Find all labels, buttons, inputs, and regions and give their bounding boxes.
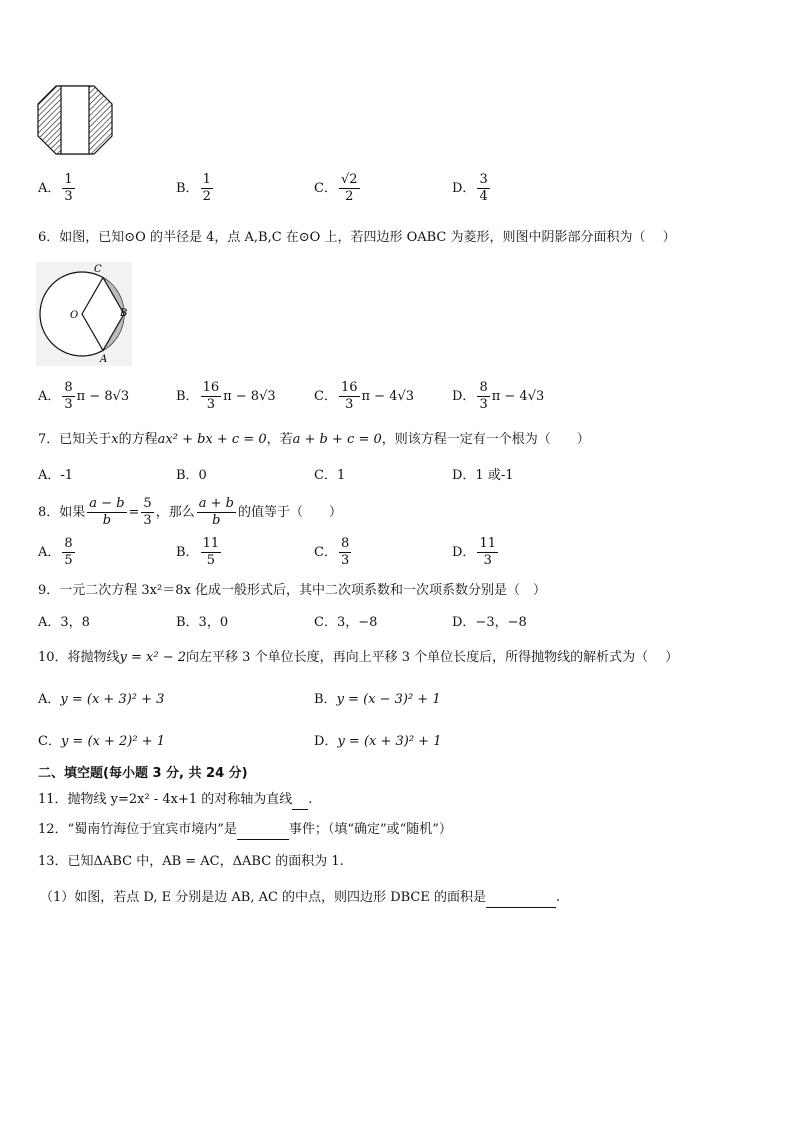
q8-stem: 8．如果 $\frac{a - b}{b}$ = $\frac{5}{3}$ ，那么 $\frac{a + b}{b}$ 的值等于（ ） [38,496,342,528]
q10-stem: 10．将抛物线y = x² − 2向左平移 3 个单位长度，再向上平移 3 个单位长度后，所得抛物线的解析式为（ ） [38,650,679,665]
q7-option-c: C．1 [314,468,346,483]
q8-option-c: C． $\frac{8}{3}$ [314,536,350,568]
q5-option-d: D． $\frac{3}{4}$ [452,172,488,204]
q6-option-b: B． $\frac{16}{3}$ π − 8√3 [176,380,276,412]
q9-option-a: A．3，8 [38,615,90,630]
q5-option-b: B． $\frac{1}{2}$ [176,172,211,204]
q13-stem: 13．已知ΔABC 中，AB = AC，ΔABC 的面积为 1. [38,854,344,869]
q8-option-d: D． $\frac{11}{3}$ [452,536,496,568]
q7-option-a: A．-1 [38,468,74,483]
q8-option-a: A． $\frac{8}{5}$ [38,536,73,568]
q9-option-d: D．−3，−8 [452,615,527,630]
q9-option-c: C．3，−8 [314,615,378,630]
q10-option-b: B．y = (x − 3)² + 1 [314,692,441,707]
q8-option-b: B． $\frac{11}{5}$ [176,536,220,568]
q6-option-a: A． $\frac{8}{3}$ π − 8√3 [38,380,130,412]
q7-stem: 7．已知关于x的方程ax² + bx + c = 0，若a + b + c = 0，则该方程一定有一个根为（ ） [38,432,590,447]
q13-part1: （1）如图，若点 D, E 分别是边 AB, AC 的中点，则四边形 DBCE 的面积是 . [40,889,560,908]
q6-figure [36,262,132,366]
q5-option-c: C． $\frac{√2}{2}$ [314,172,358,204]
q6-stem: 6．如图，已知⊙O 的半径是 4，点 A,B,C 在⊙O 上，若四边形 OABC 为菱形，则图中阴影部分面积为（ ） [38,230,676,245]
q9-option-b: B．3，0 [176,615,229,630]
label-b: B [120,308,128,319]
q12-answer-blank[interactable] [237,821,289,840]
q12-stem: 12．“蜀南竹海位于宜宾市境内”是 事件；（填“确定”或“随机”） [38,821,452,840]
q10-option-a: A．y = (x + 3)² + 3 [38,692,165,707]
q5-option-a: A． $\frac{1}{3}$ [38,172,73,204]
q9-stem: 9．一元二次方程 3x²＝8x 化成一般形式后，其中二次项系数和一次项系数分别是（ ） [38,583,546,598]
q11-answer-blank[interactable] [292,791,308,810]
label-o: O [70,310,79,321]
label-a: A [100,354,108,365]
section-heading-fill-in: 二、填空题(每小题 3 分, 共 24 分) [38,766,248,781]
q11-stem: 11．抛物线 y=2x² - 4x+1 的对称轴为直线 . [38,791,312,810]
q5-figure [36,84,114,156]
q10-option-c: C．y = (x + 2)² + 1 [38,734,165,749]
label-c: C [94,264,102,275]
q6-option-c: C． $\frac{16}{3}$ π − 4√3 [314,380,415,412]
q7-option-b: B．0 [176,468,207,483]
q10-option-d: D．y = (x + 3)² + 1 [314,734,442,749]
q6-option-d: D． $\frac{8}{3}$ π − 4√3 [452,380,545,412]
q7-option-d: D．1 或-1 [452,468,514,483]
q13-part1-answer-blank[interactable] [486,889,556,908]
